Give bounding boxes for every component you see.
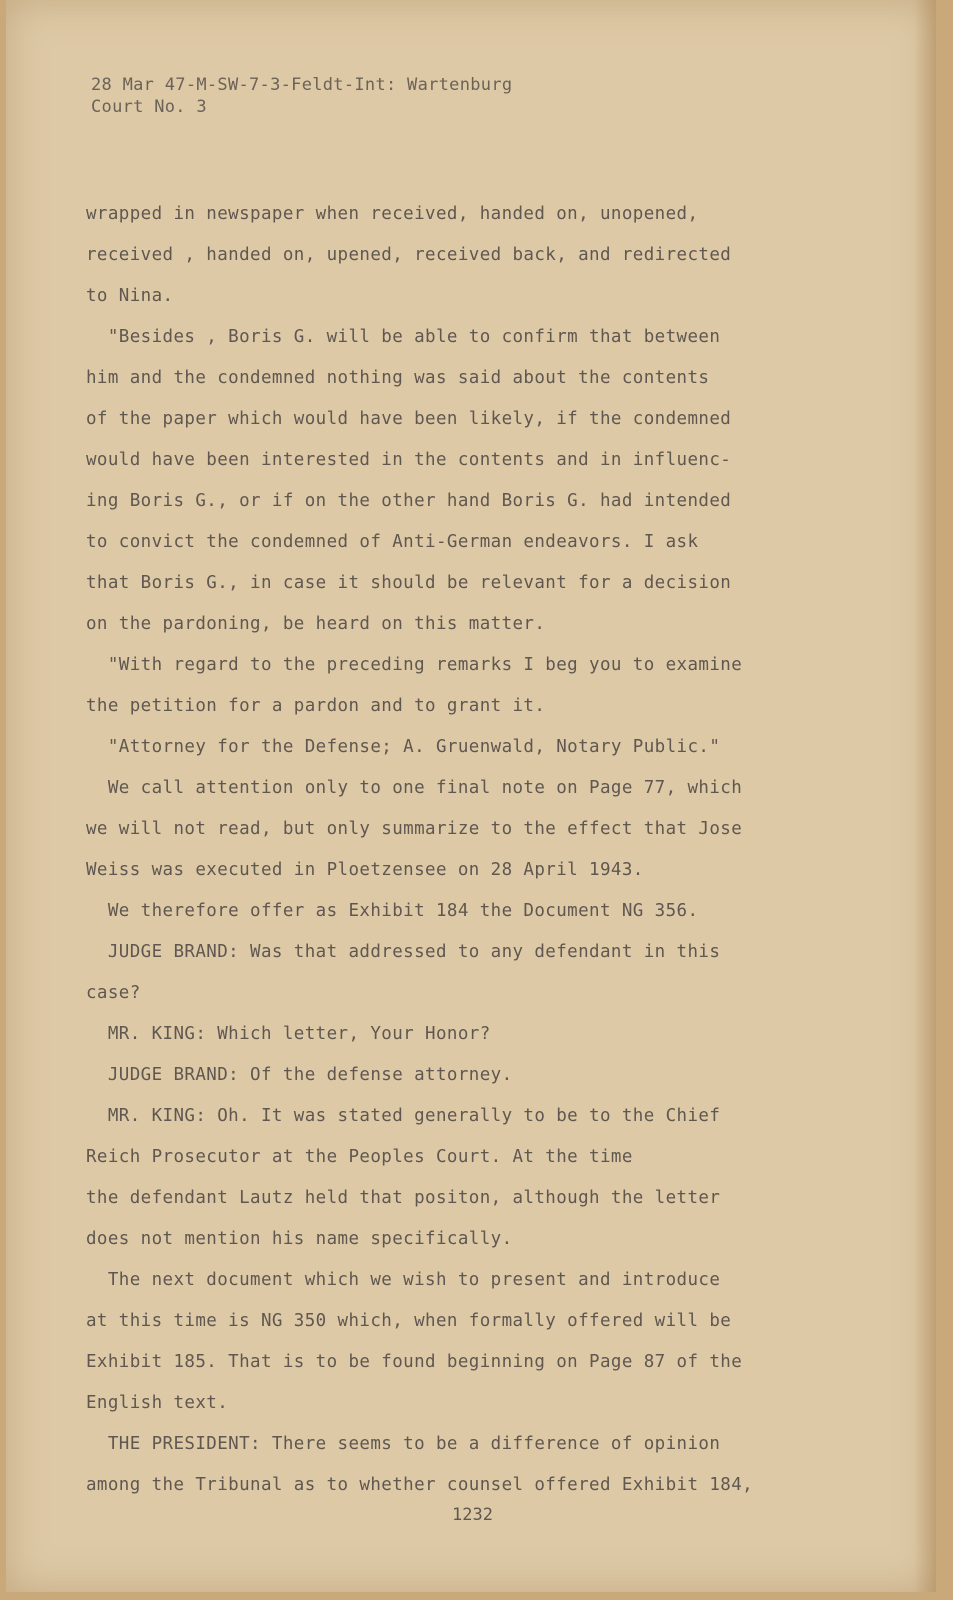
transcript-line: Weiss was executed in Ploetzensee on 28 April 1943. (86, 860, 644, 880)
transcript-line: JUDGE BRAND: Of the defense attorney. (86, 1065, 513, 1085)
transcript-line: received , handed on, upened, received back, and redirected (86, 245, 732, 265)
transcript-line: to convict the condemned of Anti-German endeavors. I ask (86, 532, 699, 552)
transcript-line: him and the condemned nothing was said about the contents (86, 368, 710, 388)
transcript-line: on the pardoning, be heard on this matter. (86, 614, 546, 634)
transcript-line: at this time is NG 350 which, when formally offered will be (86, 1311, 732, 1331)
transcript-line: to Nina. (86, 286, 174, 306)
transcript-line: ing Boris G., or if on the other hand Boris G. had intended (86, 491, 732, 511)
document-header (91, 74, 512, 118)
transcript-line: wrapped in newspaper when received, handed on, unopened, (86, 204, 699, 224)
transcript-line: would have been interested in the contents and in influenc- (86, 450, 732, 470)
transcript-line: case? (86, 983, 141, 1003)
transcript-line: MR. KING: Which letter, Your Honor? (86, 1024, 491, 1044)
transcript-line: we will not read, but only summarize to the effect that Jose (86, 819, 743, 839)
transcript-line: THE PRESIDENT: There seems to be a difference of opinion (86, 1434, 721, 1454)
page-edge-shading (914, 0, 936, 1592)
transcript-line: "Attorney for the Defense; A. Gruenwald, Notary Public." (86, 737, 721, 757)
transcript-line: Exhibit 185. That is to be found beginning on Page 87 of the (86, 1352, 743, 1372)
transcript-line: the defendant Lautz held that positon, although the letter (86, 1188, 721, 1208)
transcript-line: English text. (86, 1393, 229, 1413)
transcript-line: the petition for a pardon and to grant it. (86, 696, 546, 716)
transcript-line: "Besides , Boris G. will be able to confirm that between (86, 327, 721, 347)
transcript-line: Reich Prosecutor at the Peoples Court. At the time (86, 1147, 633, 1167)
transcript-line: does not mention his name specifically. (86, 1229, 513, 1249)
header-case-reference: 28 Mar 47-M-SW-7-3-Feldt-Int: Wartenburg (91, 75, 513, 95)
transcript-line: "With regard to the preceding remarks I beg you to examine (86, 655, 743, 675)
header-court-number: Court No. 3 (91, 97, 207, 117)
transcript-line: that Boris G., in case it should be relevant for a decision (86, 573, 732, 593)
transcript-body (86, 194, 846, 1506)
transcript-line: among the Tribunal as to whether counsel offered Exhibit 184, (86, 1475, 754, 1495)
transcript-line: We call attention only to one final note on Page 77, which (86, 778, 743, 798)
transcript-line: of the paper which would have been likely, if the condemned (86, 409, 732, 429)
document-page (6, 0, 936, 1592)
transcript-line: We therefore offer as Exhibit 184 the Document NG 356. (86, 901, 699, 921)
page-number: 1232 (452, 1505, 493, 1525)
transcript-line: JUDGE BRAND: Was that addressed to any defendant in this (86, 942, 721, 962)
transcript-line: The next document which we wish to present and introduce (86, 1270, 721, 1290)
transcript-line: MR. KING: Oh. It was stated generally to be to the Chief (86, 1106, 721, 1126)
